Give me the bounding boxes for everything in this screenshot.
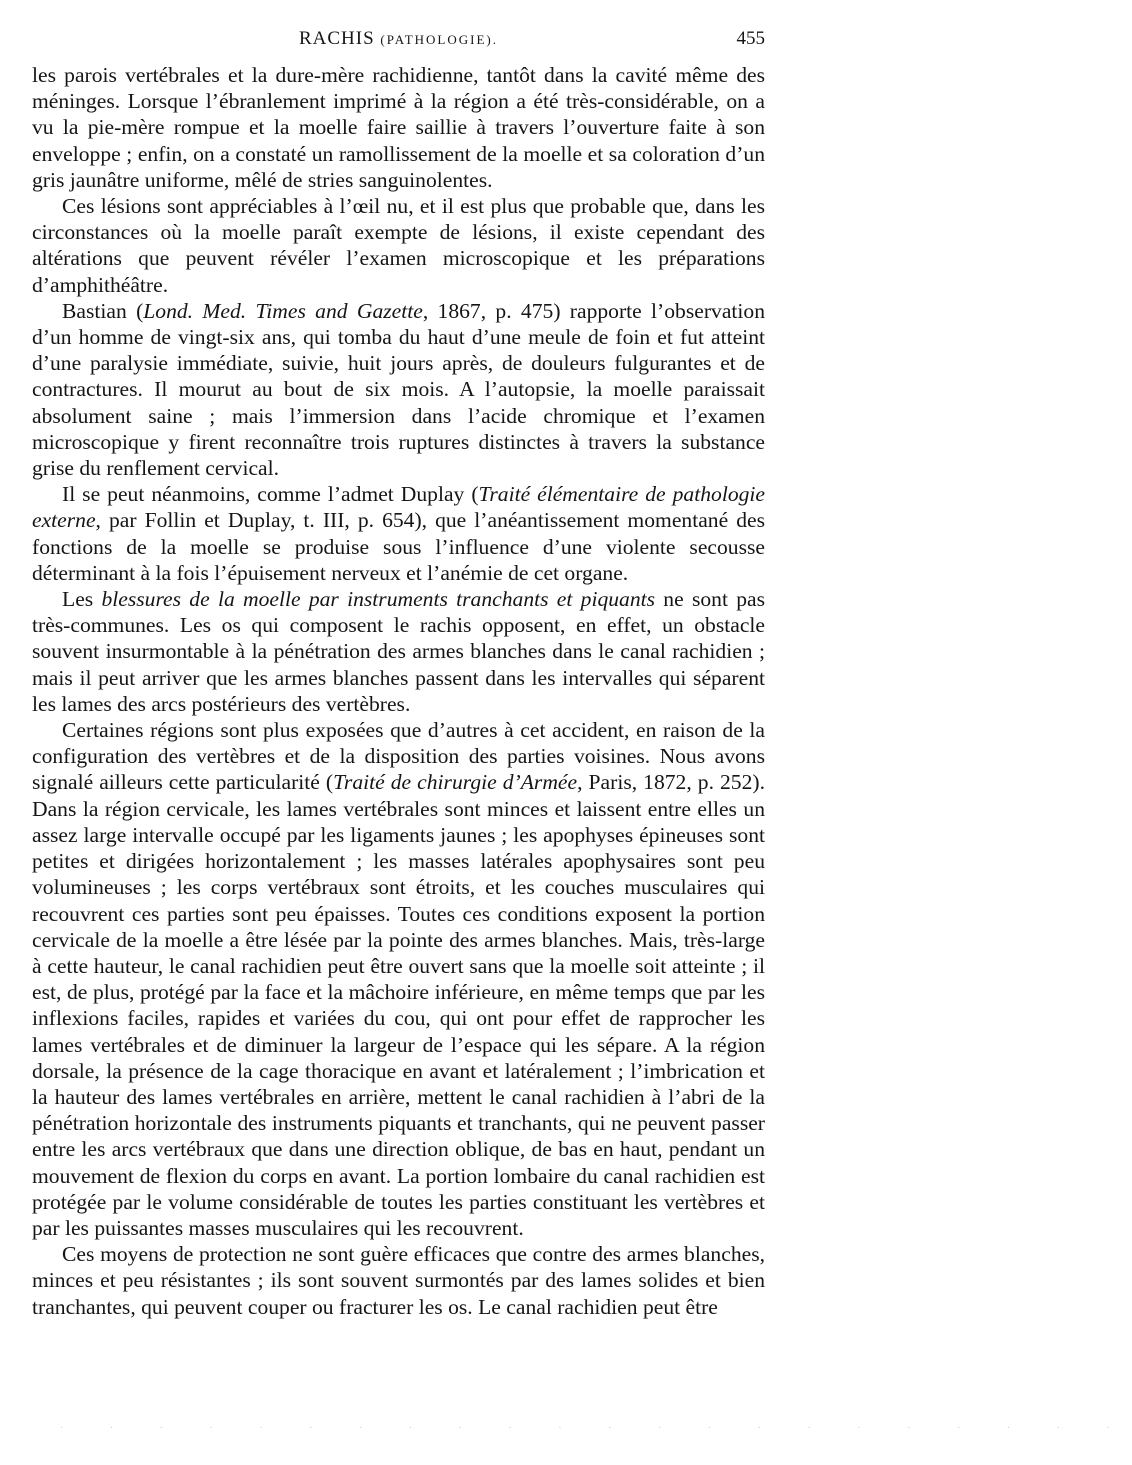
italic-citation: blessures de la moelle par instruments tranchants et piquants bbox=[101, 587, 656, 612]
paragraph bbox=[32, 62, 765, 193]
paragraph bbox=[32, 1241, 765, 1320]
italic-citation: Traité de chirurgie d’Armée bbox=[333, 770, 578, 795]
text-run: , 1867, p. 475) rapporte l’observation d’un homme de vingt-six ans, qui tomba du haut d’une meule de foin et fut atteint d’une paralysie immédiate, suivie, huit jours après, de douleurs fulgurantes et de contractures. Il mourut au bout de six mois. A l’autopsie, la moelle paraissait absolument saine ; mais l’immersion dans l’acide chromique et l’examen microscopique y firent reconnaître trois ruptures distinctes à travers la substance grise du renflement cervical. bbox=[32, 298, 765, 481]
text-run: Bastian ( bbox=[62, 298, 144, 323]
text-run: Ces moyens de protection ne sont guère efficaces que contre des armes blanches, minces et peu résistantes ; ils sont souvent surmontés par des lames solides et bien tranchantes, qui peuvent couper ou fracturer les os. Le canal rachidien peut être bbox=[32, 1242, 765, 1319]
text-run: , par Follin et Duplay, t. III, p. 654), que l’anéantissement momentané des fonctions de la moelle se produise sous l’influence d’une violente secousse déterminant à la fois l’épuisement nerveux et l’anémie de cet organe. bbox=[32, 508, 765, 585]
bottom-speckle-decoration: · · · · · · · · · · · · · · · · · · · · · · bbox=[60, 1423, 1132, 1434]
text-run: , Paris, 1872, p. 252). Dans la région cervicale, les lames vertébrales sont minces et laissent entre elles un assez large intervalle occupé par les ligaments jaunes ; les apophyses épineuses sont petites et dirigées horizontalement ; les masses latérales apophysaires sont peu volumineuses ; les corps vertébraux sont étroits, et les couches musculaires qui recouvrent ces parties sont peu épaisses. Toutes ces conditions exposent la portion cervicale de la moelle a être lésée par la pointe des armes blanches. Mais, très-large à cette hauteur, le canal rachidien peut être ouvert sans que la moelle soit atteinte ; il est, de plus, protégé par la face et la mâchoire inférieure, en même temps que par les inflexions faciles, rapides et variées du cou, qui ont pour effet de rapprocher les lames vertébrales et de diminuer la largeur de l’espace qui les sépare. A la région dorsale, la présence de la cage thoracique en avant et latéralement ; l’imbrication et la hauteur des lames vertébrales en arrière, mettent le canal rachidien à l’abri de la pénétration horizontale des instruments piquants et tranchants, qui ne peuvent passer entre les arcs vertébraux que dans une direction oblique, de bas en haut, pendant un mouvement de flexion du corps en avant. La portion lombaire du canal rachidien est protégée par le volume considérable de toutes les parties constituant les vertèbres et par les puissantes masses musculaires qui les recouvrent. bbox=[32, 770, 765, 1240]
text-run: Ces lésions sont appréciables à l’œil nu, et il est plus que probable que, dans les circonstances où la moelle paraît exempte de lésions, il existe cependant des altérations que peuvent révéler l’examen microscopique et les préparations d’amphithéâtre. bbox=[32, 194, 765, 297]
running-header bbox=[32, 28, 765, 62]
text-run: Certaines régions sont plus exposées que d’autres à cet accident, en raison de la configuration des vertèbres et de la disposition des parties voisines. Nous avons signalé ailleurs cette particularité ( bbox=[32, 718, 765, 795]
book-page bbox=[32, 28, 765, 1320]
paragraph bbox=[32, 193, 765, 298]
text-run: Les bbox=[62, 587, 102, 612]
running-title bbox=[32, 28, 765, 50]
text-run: ne sont pas très-communes. Les os qui composent le rachis opposent, en effet, un obstacle souvent insurmontable à la pénétration des armes blanches dans le canal rachidien ; mais il peut arriver que les armes blanches passent dans les intervalles qui séparent les lames des arcs postérieurs des vertèbres. bbox=[32, 587, 765, 716]
paragraph bbox=[32, 481, 765, 586]
italic-citation: Lond. Med. Times and Gazette bbox=[143, 298, 423, 323]
paragraph bbox=[32, 586, 765, 717]
body-text bbox=[32, 62, 765, 1320]
paragraph bbox=[32, 298, 765, 481]
page-number: 455 bbox=[736, 28, 765, 49]
running-title-main: RACHIS bbox=[298, 28, 375, 49]
running-title-sub: (PATHOLOGIE). bbox=[380, 32, 499, 47]
text-run: Il se peut néanmoins, comme l’admet Duplay ( bbox=[62, 482, 479, 507]
italic-citation: Traité élémentaire de pathologie externe bbox=[32, 482, 765, 533]
text-run: les parois vertébrales et la dure-mère rachidienne, tantôt dans la cavité même des méninges. Lorsque l’ébranlement imprimé à la région a été très-considérable, on a vu la pie-mère rompue et la moelle faire saillie à travers l’ouverture faite à son enveloppe ; enfin, on a constaté un ramollissement de la moelle et sa coloration d’un gris jaunâtre uniforme, mêlé de stries sanguinolentes. bbox=[32, 63, 765, 192]
paragraph bbox=[32, 717, 765, 1241]
